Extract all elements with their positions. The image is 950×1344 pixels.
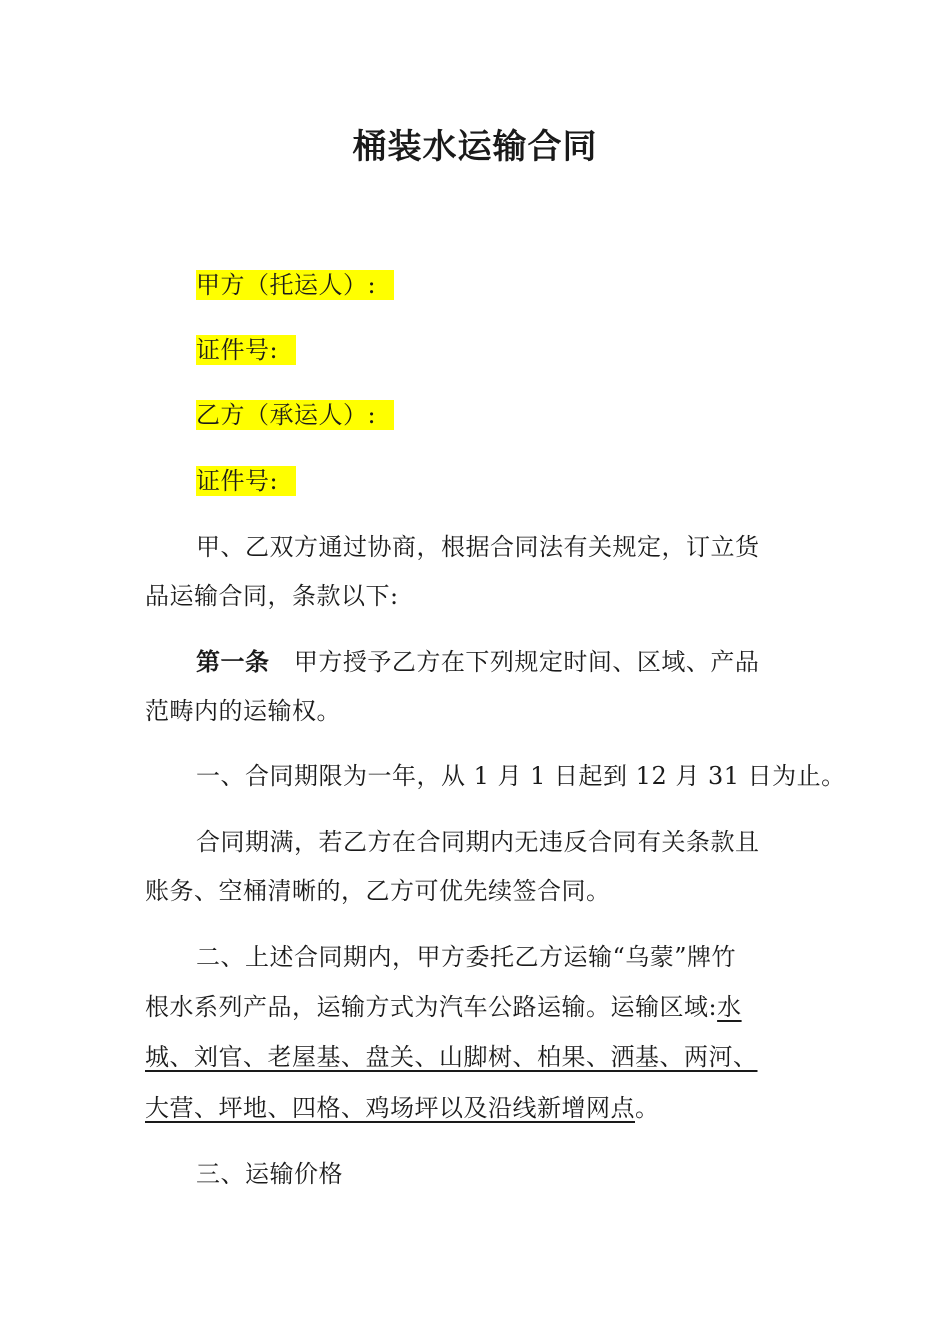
party-b-label-line	[196, 398, 394, 432]
party-a-label: 甲方（托运人）:	[196, 270, 394, 300]
article-1-heading: 第一条	[196, 647, 270, 676]
region-list-period: 。	[635, 1094, 660, 1122]
party-b-label: 乙方（承运人）:	[196, 400, 394, 430]
clause-2-line-4	[145, 1091, 660, 1125]
renewal-line-2: 账务、空桶清晰的，乙方可优先续签合同。	[145, 877, 611, 905]
clause-2-line-2-text: 根水系列产品，运输方式为汽车公路运输。运输区域:	[145, 993, 718, 1021]
clause-2-line-2	[145, 990, 742, 1024]
clause-2-line-1: 二、上述合同期内，甲方委托乙方运输“乌蒙”牌竹	[196, 943, 737, 971]
article-1-text: 甲方授予乙方在下列规定时间、区域、产品	[293, 648, 760, 676]
party-a-label-line	[196, 268, 394, 302]
article-1-line-1	[196, 645, 759, 679]
party-b-id-label: 证件号:	[196, 466, 296, 496]
region-list-start: 水	[717, 993, 742, 1021]
clause-1: 一、合同期限为一年，从 1 月 1 日起到 12 月 31 日为止。	[196, 762, 846, 790]
clause-2-line-3	[145, 1040, 758, 1074]
party-a-id-label: 证件号:	[196, 335, 296, 365]
document-title: 桶装水运输合同	[352, 127, 598, 167]
clause-3: 三、运输价格	[196, 1160, 343, 1188]
region-list-middle: 城、刘官、老屋基、盘关、山脚树、柏果、洒基、两河、	[145, 1043, 758, 1071]
renewal-line-1: 合同期满，若乙方在合同期内无违反合同有关条款且	[196, 828, 760, 856]
party-a-id-line	[196, 333, 296, 367]
region-list-end: 大营、坪地、四格、鸡场坪以及沿线新增网点	[145, 1094, 635, 1122]
intro-line-2: 品运输合同，条款以下:	[145, 582, 399, 610]
intro-line-1: 甲、乙双方通过协商，根据合同法有关规定，订立货	[196, 533, 760, 561]
party-b-id-line	[196, 464, 296, 498]
article-1-line-2: 范畴内的运输权。	[145, 697, 341, 725]
